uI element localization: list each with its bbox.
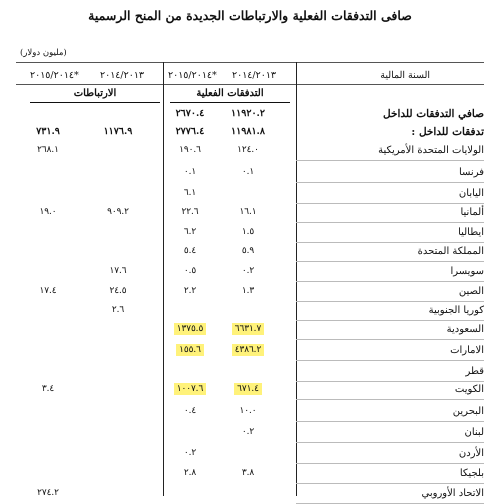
row-separator: [296, 281, 484, 282]
cell-c13: [88, 207, 148, 217]
cell-a13: [218, 145, 278, 155]
group-underline-actual: [170, 102, 290, 103]
cell-value: ٢٦٨.١: [37, 145, 59, 155]
cell-value: ٣.٨: [241, 468, 255, 478]
row-label: ايطاليا: [458, 227, 484, 238]
row-label: الامارات: [450, 345, 484, 356]
cell-a14: [160, 207, 220, 217]
cell-a14: [160, 324, 220, 334]
cell-a13: [218, 384, 278, 394]
cell-value: ١٠.٠: [239, 406, 257, 416]
cell-a14: [160, 286, 220, 296]
row-separator: [296, 203, 484, 204]
cell-c14: [18, 488, 78, 498]
cell-a14: [160, 188, 220, 198]
cell-c14: [18, 286, 78, 296]
cell-a14: [160, 167, 220, 177]
cell-a14: [160, 266, 220, 276]
cell-a13: [218, 227, 278, 237]
row-label: البحرين: [452, 406, 484, 417]
row-separator: [296, 399, 484, 400]
cell-c13: [88, 305, 148, 315]
cell-value: ١٢٤.٠: [237, 145, 259, 155]
row-label: السعودية: [446, 324, 484, 335]
cell-a13: [218, 286, 278, 296]
cell-a13: [218, 246, 278, 256]
row-separator: [296, 222, 484, 223]
cell-c13: [88, 286, 148, 296]
page-title: صافى التدفقات الفعلية والارتباطات الجديدة من المنح الرسمية: [88, 8, 412, 23]
cell-a14: [160, 246, 220, 256]
cell-value: ٢٦٧٠.٤: [175, 108, 205, 119]
cell-value: ٧٣١.٩: [36, 126, 60, 137]
row-label: صافي التدفقات للداخل: [383, 108, 484, 120]
row-label: الأردن: [458, 448, 484, 459]
header-rule: [16, 84, 484, 85]
cell-value: ٢.٨: [183, 468, 197, 478]
cell-value: ١٥٥.٦: [176, 344, 204, 356]
header-actual-2014: *٢٠١٥/٢٠١٤: [168, 70, 217, 81]
row-label: الصين: [458, 286, 484, 297]
cell-value: ١١٩٢٠.٢: [231, 108, 265, 119]
cell-value: ٦.١: [183, 188, 197, 198]
cell-value: ١٧.٤: [39, 286, 57, 296]
cell-value: ١١٩٨١.٨: [231, 126, 265, 137]
cell-a13: [218, 108, 278, 119]
cell-value: ٥.٤: [183, 246, 197, 256]
row-label: كوريا الجنوبية: [428, 305, 484, 316]
cell-a13: [218, 427, 278, 437]
row-label: بلجيكا: [459, 468, 484, 479]
cell-value: ١٧.٦: [109, 266, 127, 276]
cell-a13: [218, 345, 278, 355]
cell-a13: [218, 324, 278, 334]
row-label: تدفقات للداخل :: [411, 126, 484, 138]
column-divider-actual: [296, 62, 297, 496]
cell-value: ٢٧٧٦.٤: [175, 126, 205, 137]
row-separator: [296, 339, 484, 340]
cell-value: ١.٣: [241, 286, 255, 296]
fiscal-year-label: السنة المالية: [380, 70, 430, 81]
cell-value: ٥.٩: [241, 246, 255, 256]
cell-value: ٠.٤: [183, 406, 197, 416]
header-actual-2013: ٢٠١٤/٢٠١٣: [232, 70, 277, 81]
cell-a13: [218, 126, 278, 137]
row-label: فرنسا: [458, 167, 484, 178]
cell-value: ٠.١: [183, 167, 197, 177]
cell-value: ٢٤.٥: [109, 286, 127, 296]
cell-a13: [218, 406, 278, 416]
header-commit-2013: ٢٠١٤/٢٠١٣: [100, 70, 145, 81]
row-separator: [296, 242, 484, 243]
cell-a14: [160, 468, 220, 478]
cell-value: ٦٧١.٤: [234, 383, 262, 395]
top-rule: [16, 62, 484, 63]
cell-value: ٩٠٩.٢: [107, 207, 129, 217]
cell-a13: [218, 167, 278, 177]
cell-value: ٦.٢: [183, 227, 197, 237]
cell-value: ١٩٠.٦: [179, 145, 201, 155]
cell-value: ٣.٤: [41, 384, 55, 394]
cell-value: ٢.٦: [111, 305, 125, 315]
row-label: قطر: [465, 366, 484, 377]
row-separator: [296, 442, 484, 443]
cell-value: ٦٦٣١.٧: [232, 323, 264, 335]
header-commit-2014: *٢٠١٥/٢٠١٤: [30, 70, 79, 81]
row-separator: [296, 261, 484, 262]
cell-value: ١١٧٦.٩: [103, 126, 133, 137]
row-separator: [296, 301, 484, 302]
cell-a14: [160, 227, 220, 237]
cell-value: ٠.٥: [183, 266, 197, 276]
cell-value: ١٩.٠: [39, 207, 57, 217]
cell-value: ١٣٧٥.٥: [174, 323, 206, 335]
cell-a14: [160, 384, 220, 394]
cell-a14: [160, 406, 220, 416]
row-label: لبنان: [464, 427, 484, 438]
row-separator: [296, 381, 484, 382]
group-commitments: الارتباطات: [73, 88, 117, 99]
cell-value: ٠.٢: [183, 448, 197, 458]
row-separator: [296, 160, 484, 161]
cell-a14: [160, 345, 220, 355]
row-label: الولايات المتحدة الأمريكية: [378, 145, 484, 156]
cell-c14: [18, 384, 78, 394]
row-label: ألمانيا: [460, 207, 484, 218]
row-separator: [296, 483, 484, 484]
cell-c13: [88, 126, 148, 137]
cell-value: ١٠٠٧.٦: [174, 383, 206, 395]
cell-value: ٢.٢: [183, 286, 197, 296]
cell-value: ٠.١: [241, 167, 255, 177]
cell-value: ٢٧٤.٢: [37, 488, 59, 498]
unit-note: (مليون دولار): [20, 48, 67, 58]
cell-a13: [218, 207, 278, 217]
cell-a13: [218, 266, 278, 276]
cell-a14: [160, 448, 220, 458]
cell-value: ٠.٢: [241, 427, 255, 437]
row-label: سويسرا: [450, 266, 484, 277]
row-label: اليابان: [458, 188, 484, 199]
row-label: الكويت: [454, 384, 484, 395]
cell-a14: [160, 126, 220, 137]
cell-value: ١٦.١: [239, 207, 257, 217]
cell-a13: [218, 468, 278, 478]
cell-value: ٢٢.٦: [181, 207, 199, 217]
cell-a14: [160, 145, 220, 155]
row-label: المملكة المتحدة: [417, 246, 484, 257]
row-separator: [296, 320, 484, 321]
row-label: الاتحاد الأوروبي: [421, 488, 484, 499]
cell-value: ٠.٢: [241, 266, 255, 276]
cell-value: ١.٥: [241, 227, 255, 237]
row-separator: [296, 421, 484, 422]
group-underline-commit: [30, 102, 160, 103]
row-separator: [296, 182, 484, 183]
row-separator: [296, 463, 484, 464]
cell-c13: [88, 266, 148, 276]
cell-c14: [18, 145, 78, 155]
cell-c14: [18, 126, 78, 137]
row-separator: [296, 360, 484, 361]
cell-a14: [160, 108, 220, 119]
cell-c14: [18, 207, 78, 217]
cell-value: ٤٣٨٦.٢: [232, 344, 264, 356]
group-actual-flows: التدفقات الفعلية: [196, 88, 264, 99]
